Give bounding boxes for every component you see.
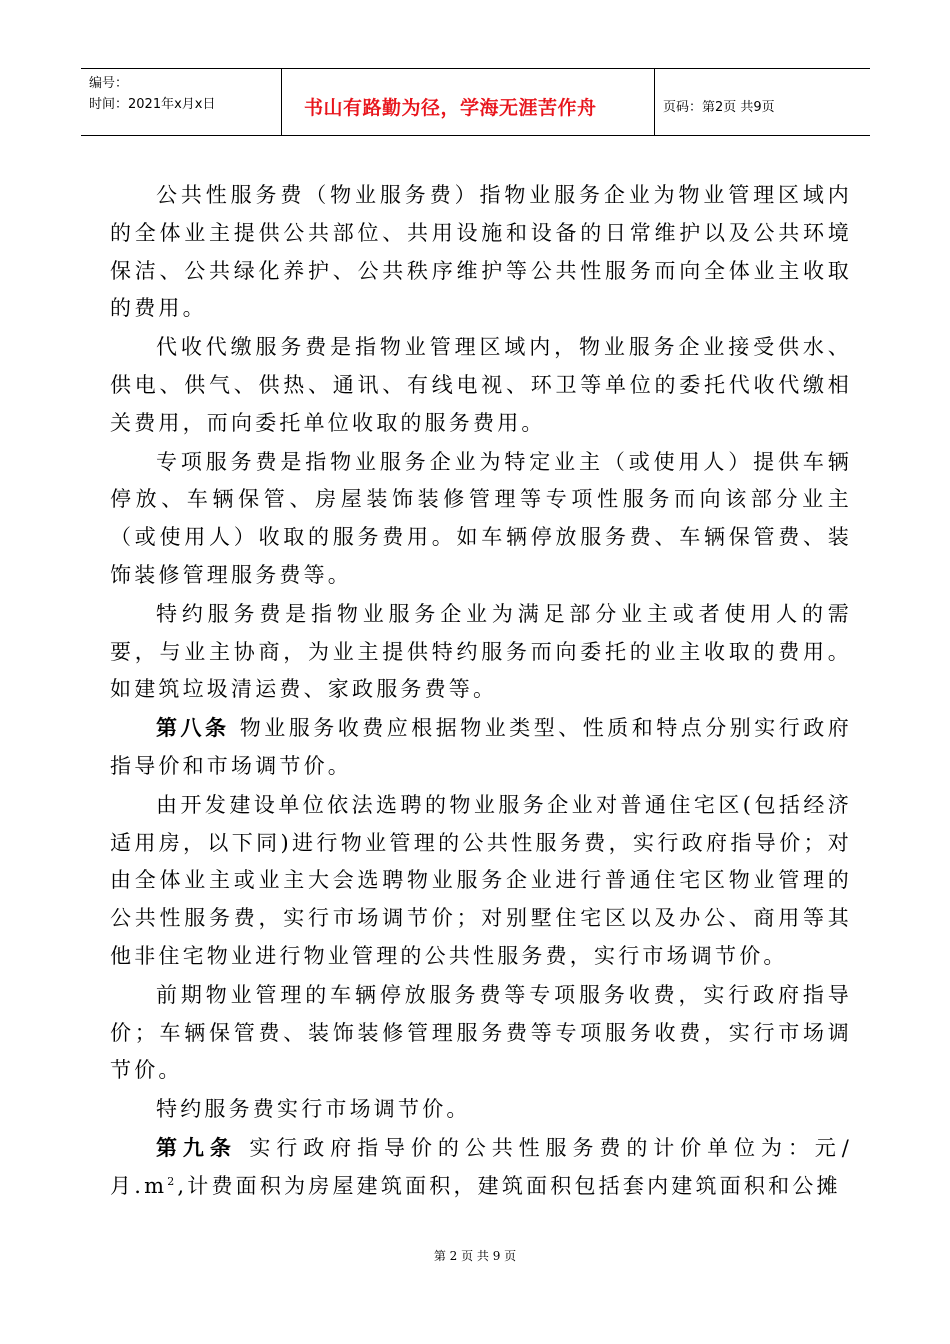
body-paragraph	[110, 1129, 852, 1206]
body-paragraph	[110, 976, 852, 1090]
article-heading: 第八条	[156, 715, 230, 741]
paragraph-text: 专项服务费是指物业服务企业为特定业主（或使用人）提供车辆停放、车辆保管、房屋装饰装修管理等专项性服务而向该部分业主（或使用人）收取的服务费用。如车辆停放服务费、车辆保管费、装饰装修管理服务费等。	[110, 449, 852, 587]
paragraph-text: 实行政府指导价的公共性服务费的计价单位为：元/月.m	[110, 1135, 852, 1198]
page-footer: 第 2 页 共 9 页	[433, 1249, 517, 1263]
header-page-cell	[655, 69, 870, 135]
body-paragraph	[110, 709, 852, 786]
paragraph-text: 由开发建设单位依法选聘的物业服务企业对普通住宅区(包括经济适用房，以下同)进行物业管理的公共性服务费，实行政府指导价；对由全体业主或业主大会选聘物业服务企业进行普通住宅区物业管理的公共性服务费，实行市场调节价；对别墅住宅区以及办公、商用等其他非住宅物业进行物业管理的公共性服务费，实行市场调节价。	[110, 792, 852, 968]
body-paragraph	[110, 176, 852, 328]
paragraph-text: 特约服务费是指物业服务企业为满足部分业主或者使用人的需要，与业主协商，为业主提供特约服务而向委托的业主收取的费用。如建筑垃圾清运费、家政服务费等。	[110, 601, 852, 702]
body-paragraph	[110, 786, 852, 976]
body-paragraph	[110, 328, 852, 442]
paragraph-text: 前期物业管理的车辆停放服务费等专项服务收费，实行政府指导价；车辆保管费、装饰装修管理服务费等专项服务收费，实行市场调节价。	[110, 982, 852, 1083]
paragraph-text: 物业服务收费应根据物业类型、性质和特点分别实行政府指导价和市场调节价。	[110, 716, 852, 778]
body-paragraph	[110, 1090, 852, 1129]
header-meta-cell	[81, 69, 282, 135]
paragraph-text: 代收代缴服务费是指物业管理区域内，物业服务企业接受供水、供电、供气、供热、通讯、有线电视、环卫等单位的委托代收代缴相关费用，而向委托单位收取的服务费用。	[110, 335, 852, 435]
page-header	[81, 68, 870, 136]
paragraph-text: 特约服务费实行市场调节价。	[156, 1097, 471, 1122]
body-paragraph	[110, 595, 852, 709]
header-page-info: 页码：第2页 共9页	[663, 100, 775, 115]
motto-text: 书山有路勤为径，学海无涯苦作舟	[304, 97, 597, 119]
article-heading: 第九条	[156, 1134, 237, 1160]
document-number-label: 编号：	[89, 76, 129, 91]
superscript-exponent: 2	[167, 1174, 178, 1188]
paragraph-text-continued: ,计费面积为房屋建筑面积，建筑面积包括套内建筑面积和公摊	[177, 1173, 841, 1198]
document-time-label: 时间：2021年x月x日	[89, 97, 216, 112]
document-body	[110, 176, 852, 1206]
body-paragraph	[110, 443, 852, 595]
paragraph-text: 公共性服务费（物业服务费）指物业服务企业为物业管理区域内的全体业主提供公共部位、共用设施和设备的日常维护以及公共环境保洁、公共绿化养护、公共秩序维护等公共性服务而向全体业主收取的费用。	[110, 183, 852, 321]
header-motto-cell	[282, 69, 655, 135]
